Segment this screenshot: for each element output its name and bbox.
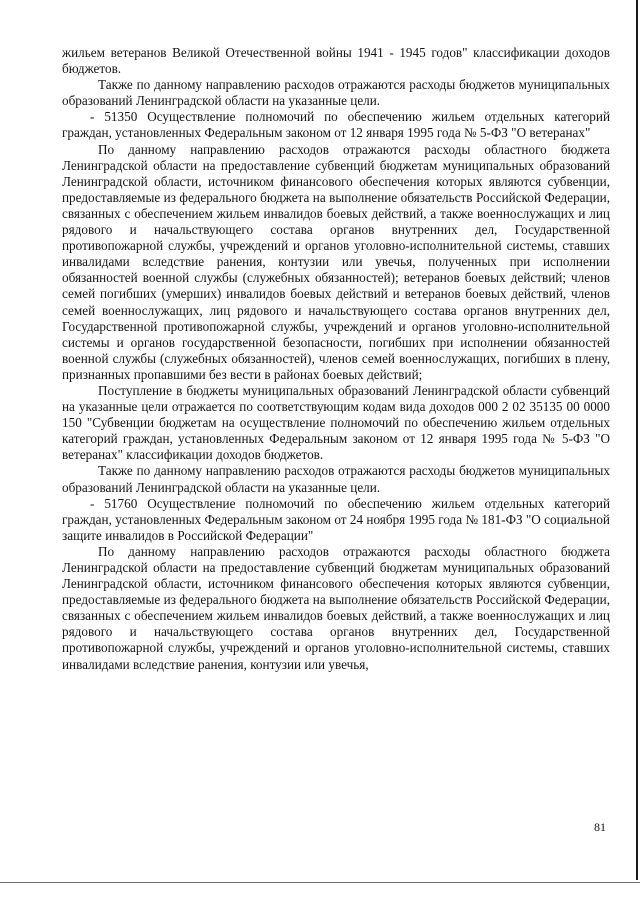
item-51350-heading: - 51350 Осуществление полномочий по обеспечению жильем отдельных категорий граждан, установленных Федеральным законом от 12 января 1995 года № 5-ФЗ "О ветеранах" <box>62 109 610 141</box>
paragraph-continuation: жильем ветеранов Великой Отечественной войны 1941 - 1945 годов" классификации доходов бюджетов. <box>62 45 610 77</box>
paragraph-municipal-expenses-2: Также по данному направлению расходов отражаются расходы бюджетов муниципальных образований Ленинградской области на указанные цели. <box>62 463 610 495</box>
paragraph-51350-description: По данному направлению расходов отражаются расходы областного бюджета Ленинградской области на предоставление субвенций бюджетам муниципальных образований Ленинградской области, источником финансового обеспечения которых являются субвенции, предоставляемые из федерального бюджета на выполнение обязательств Российской Федерации, связанных с обеспечением жильем инвалидов боевых действий, а также военнослужащих и лиц рядового и начальствующего состава органов внутренних дел, Государственной противопожарной службы, учреждений и органов уголовно-исполнительной системы, ставших инвалидами вследствие ранения, контузии или увечья, полученных при исполнении обязанностей военной службы (служебных обязанностей); ветеранов боевых действий; членов семей погибших (умерших) инвалидов боевых действий и ветеранов боевых действий, членов семей военнослужащих, лиц рядового и начальствующего состава органов внутренних дел, Государственной противопожарной службы, учреждений и органов уголовно-исполнительной системы и органов государственной безопасности, погибших при исполнении обязанностей военной службы (служебных обязанностей), членов семей военнослужащих, погибших в плену, признанных пропавшими без вести в районах боевых действий; <box>62 141 610 382</box>
body-text <box>62 45 610 673</box>
item-51760-heading: - 51760 Осуществление полномочий по обеспечению жильем отдельных категорий граждан, установленных Федеральным законом от 24 ноября 1995 года № 181-ФЗ "О социальной защите инвалидов в Российской Федерации" <box>62 495 610 543</box>
page-number: 81 <box>594 820 606 834</box>
scan-edge-right <box>636 0 638 880</box>
paragraph-municipal-expenses: Также по данному направлению расходов отражаются расходы бюджетов муниципальных образований Ленинградской области на указанные цели. <box>62 77 610 109</box>
paragraph-51350-revenue: Поступление в бюджеты муниципальных образований Ленинградской области субвенций на указанные цели отражается по соответствующим кодам вида доходов 000 2 02 35135 00 0000 150 "Субвенции бюджетам на осуществление полномочий по обеспечению жильем отдельных категорий граждан, установленных Федеральным законом от 12 января 1995 года № 5-ФЗ "О ветеранах" классификации доходов бюджетов. <box>62 382 610 463</box>
paragraph-51760-description: По данному направлению расходов отражаются расходы областного бюджета Ленинградской области на предоставление субвенций бюджетам муниципальных образований Ленинградской области, источником финансового обеспечения которых являются субвенции, предоставляемые из федерального бюджета на выполнение обязательств Российской Федерации, связанных с обеспечением жильем инвалидов боевых действий, а также военнослужащих и лиц рядового и начальствующего состава органов внутренних дел, Государственной противопожарной службы, учреждений и органов уголовно-исполнительной системы, ставших инвалидами вследствие ранения, контузии или увечья, <box>62 543 610 672</box>
scan-edge-bottom <box>0 882 640 883</box>
